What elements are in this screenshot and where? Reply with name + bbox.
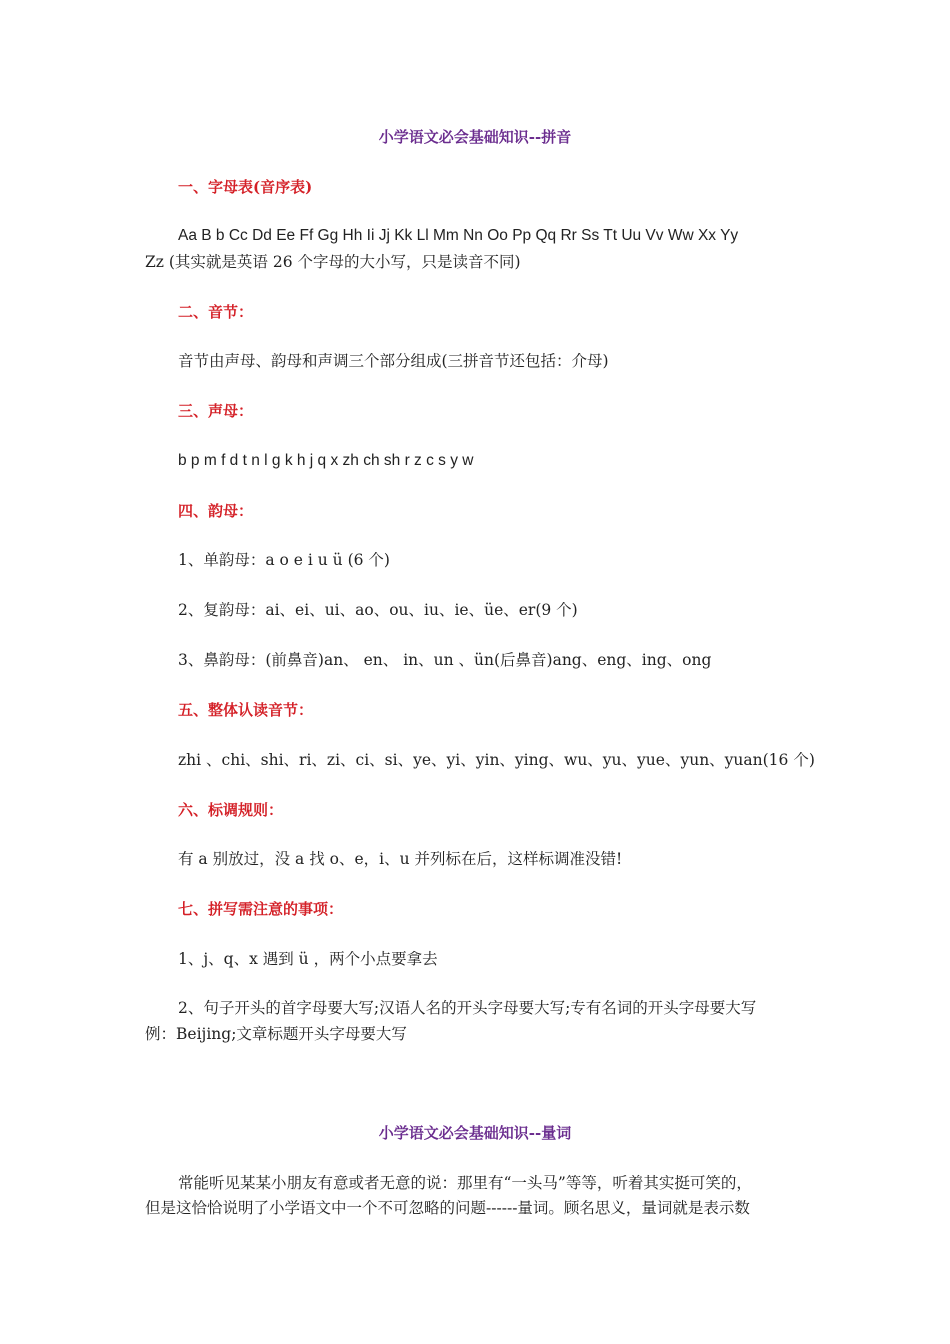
heading-alphabet: 一、字母表(音序表) <box>178 178 313 196</box>
measure-words-para-line-1: 常能听见某某小朋友有意或者无意的说：那里有“一头马”等等，听着其实挺可笑的， <box>178 1174 752 1192</box>
initials-list: b p m f d t n l g k h j q x zh ch sh r z c s y w <box>178 452 474 469</box>
heading-tone-rules: 六、标调规则： <box>178 801 284 819</box>
section-title-pinyin: 小学语文必会基础知识--拼音 <box>378 128 572 146</box>
alphabet-line-2: Zz (其实就是英语 26 个字母的大小写，只是读音不同) <box>145 253 521 271</box>
heading-initials: 三、声母： <box>178 402 254 420</box>
tone-rule-text: 有 a 别放过，没 a 找 o、e，i、u 并列标在后，这样标调准没错! <box>178 850 623 868</box>
spelling-note-2-line-2: 例：Beijing;文章标题开头字母要大写 <box>145 1025 407 1043</box>
heading-finals: 四、韵母： <box>178 502 254 520</box>
whole-syllables-list: zhi 、chi、shi、ri、zi、ci、si、ye、yi、yin、ying、wu、yu、yue、yun、yuan(16 个) <box>178 751 815 769</box>
heading-whole-syllables: 五、整体认读音节： <box>178 701 314 719</box>
alphabet-line-1: Aa B b Cc Dd Ee Ff Gg Hh Ii Jj Kk Ll Mm Nn Oo Pp Qq Rr Ss Tt Uu Vv Ww Xx Yy <box>178 227 739 244</box>
finals-compound: 2、复韵母：ai、ei、ui、ao、ou、iu、ie、üe、er(9 个) <box>178 601 578 619</box>
syllable-text: 音节由声母、韵母和声调三个部分组成(三拼音节还包括：介母) <box>178 352 609 370</box>
finals-simple: 1、单韵母：a o e i u ü (6 个) <box>178 551 390 569</box>
spelling-note-2-line-1: 2、句子开头的首字母要大写;汉语人名的开头字母要大写;专有名词的开头字母要大写 <box>178 999 757 1017</box>
measure-words-para-line-2: 但是这恰恰说明了小学语文中一个不可忽略的问题------量词。顾名思义，量词就是表示数 <box>145 1199 750 1217</box>
finals-nasal: 3、鼻韵母：(前鼻音)an、 en、 in、un 、ün(后鼻音)ang、eng、ing、ong <box>178 651 712 669</box>
section-title-measure-words: 小学语文必会基础知识--量词 <box>378 1124 572 1142</box>
heading-spelling-notes: 七、拼写需注意的事项： <box>178 900 344 918</box>
heading-syllable: 二、音节： <box>178 303 254 321</box>
spelling-note-1: 1、j、q、x 遇到 ü ，两个小点要拿去 <box>178 950 438 968</box>
